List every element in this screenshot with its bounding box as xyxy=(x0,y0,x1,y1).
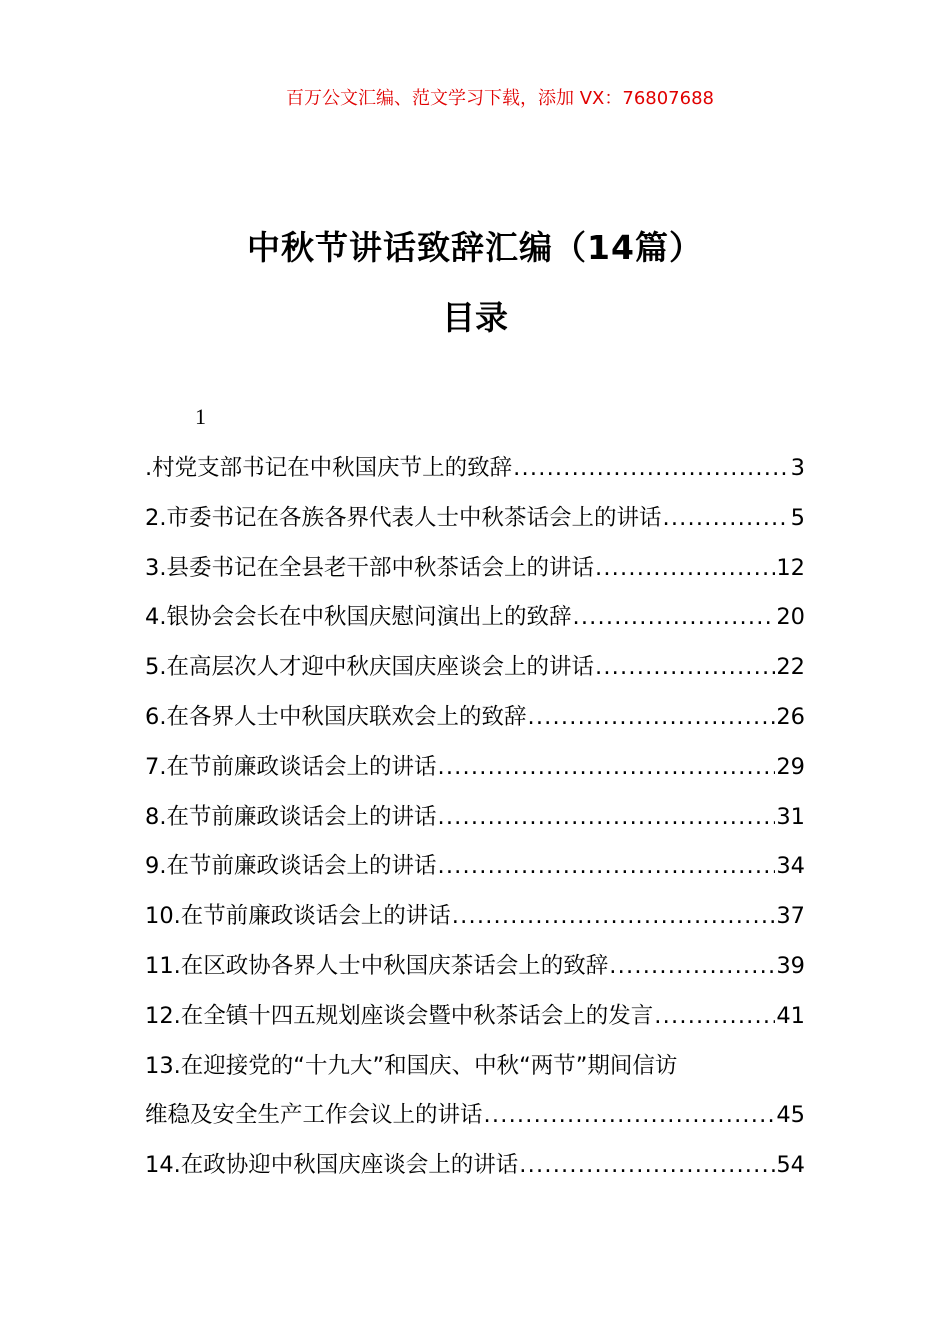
toc-entry-title: 7.在节前廉政谈话会上的讲话 xyxy=(145,753,437,780)
toc-entry-title: 10.在节前廉政谈话会上的讲话 xyxy=(145,903,451,930)
toc-entry-page: 45 xyxy=(776,1102,805,1129)
toc-entry-page: 20 xyxy=(776,604,805,631)
toc-entry-page: 39 xyxy=(776,952,805,979)
toc-entry-page: 34 xyxy=(776,853,805,880)
toc-entry[interactable] xyxy=(145,848,805,898)
toc-entry-title: 维稳及安全生产工作会议上的讲话 xyxy=(145,1102,483,1129)
dot-leader xyxy=(452,903,776,929)
toc-entry[interactable] xyxy=(145,1097,805,1147)
toc-entry-title: 2.市委书记在各族各界代表人士中秋茶话会上的讲话 xyxy=(145,504,662,531)
toc-heading: 目录 xyxy=(442,298,508,337)
item-number-fragment: 1 xyxy=(195,404,206,429)
document-title: 中秋节讲话致辞汇编（14篇） xyxy=(247,228,703,267)
toc-entry[interactable] xyxy=(145,898,805,948)
toc-entry[interactable] xyxy=(145,948,805,998)
dot-leader xyxy=(437,804,775,830)
dot-leader xyxy=(595,654,775,680)
toc-entry-title: 4.银协会会长在中秋国庆慰问演出上的致辞 xyxy=(145,604,572,631)
toc-entry-title: 5.在高层次人才迎中秋庆国庆座谈会上的讲话 xyxy=(145,654,594,681)
toc-entry-title: 12.在全镇十四五规划座谈会暨中秋茶话会上的发言 xyxy=(145,1002,654,1029)
toc-entry[interactable] xyxy=(145,699,805,749)
toc-entry-title: 11.在区政协各界人士中秋国庆茶话会上的致辞 xyxy=(145,952,609,979)
toc-entry-page: 29 xyxy=(776,753,805,780)
toc-entry-page: 31 xyxy=(776,803,805,830)
toc-entry[interactable] xyxy=(145,599,805,649)
dot-leader xyxy=(654,1003,775,1029)
toc-entry-page: 22 xyxy=(776,654,805,681)
toc-entry-page: 3 xyxy=(790,455,805,481)
toc-entry[interactable] xyxy=(145,649,805,699)
toc-entry-page: 5 xyxy=(790,504,805,531)
dot-leader xyxy=(484,1102,776,1128)
toc-entry[interactable] xyxy=(145,799,805,849)
dot-leader xyxy=(595,555,775,581)
toc-entry-page: 54 xyxy=(776,1152,805,1179)
watermark-header: 百万公文汇编、范文学习下载，添加 VX：76807688 xyxy=(286,88,714,109)
toc-entry-title: 8.在节前廉政谈话会上的讲话 xyxy=(145,803,437,830)
dot-leader xyxy=(437,754,775,780)
toc-entry-line[interactable] xyxy=(145,1048,805,1098)
dot-leader xyxy=(513,455,790,481)
dot-leader xyxy=(662,505,789,531)
dot-leader xyxy=(572,604,775,630)
table-of-contents xyxy=(145,450,805,1197)
toc-entry-title: .村党支部书记在中秋国庆节上的致辞 xyxy=(145,455,513,481)
toc-entry-page: 41 xyxy=(776,1002,805,1029)
toc-entry[interactable] xyxy=(145,500,805,550)
toc-entry-page: 26 xyxy=(776,703,805,730)
dot-leader xyxy=(609,953,775,979)
toc-entry[interactable] xyxy=(145,998,805,1048)
dot-leader xyxy=(437,853,775,879)
toc-entry-page: 12 xyxy=(776,554,805,581)
dot-leader xyxy=(519,1152,775,1178)
toc-entry-title: 14.在政协迎中秋国庆座谈会上的讲话 xyxy=(145,1152,519,1179)
toc-entry[interactable] xyxy=(145,550,805,600)
toc-entry[interactable] xyxy=(145,450,805,500)
toc-entry-title: 13.在迎接党的“十九大”和国庆、中秋“两节”期间信访 xyxy=(145,1052,678,1079)
toc-entry-title: 6.在各界人士中秋国庆联欢会上的致辞 xyxy=(145,703,527,730)
dot-leader xyxy=(527,704,775,730)
toc-entry[interactable] xyxy=(145,749,805,799)
toc-entry-title: 9.在节前廉政谈话会上的讲话 xyxy=(145,853,437,880)
toc-entry-page: 37 xyxy=(776,903,805,930)
toc-entry-title: 3.县委书记在全县老干部中秋茶话会上的讲话 xyxy=(145,554,594,581)
toc-entry[interactable] xyxy=(145,1147,805,1197)
